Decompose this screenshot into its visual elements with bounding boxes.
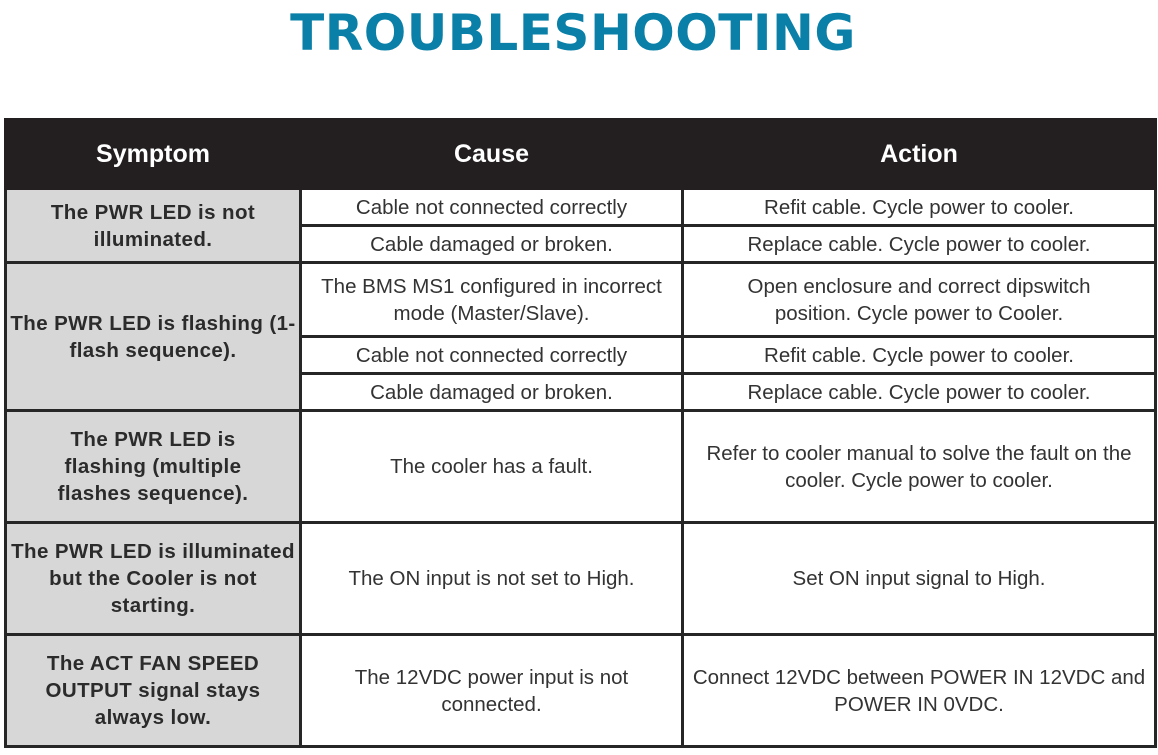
cause-cell: The cooler has a fault. [301, 411, 683, 523]
troubleshooting-table [4, 118, 1157, 748]
cause-cell: Cable not connected correctly [301, 189, 683, 226]
cause-cell: The 12VDC power input is not connected. [301, 635, 683, 747]
table-row [6, 523, 1156, 635]
action-cell: Replace cable. Cycle power to cooler. [683, 374, 1156, 411]
table-row [6, 263, 1156, 337]
cause-cell: Cable damaged or broken. [301, 226, 683, 263]
symptom-cell: The ACT FAN SPEED OUTPUT signal stays always low. [6, 635, 301, 747]
cause-cell: The BMS MS1 configured in incorrect mode (Master/Slave). [301, 263, 683, 337]
action-cell: Open enclosure and correct dipswitch position. Cycle power to Cooler. [683, 263, 1156, 337]
action-cell: Replace cable. Cycle power to cooler. [683, 226, 1156, 263]
symptom-cell: The PWR LED is flashing (multiple flashes sequence). [6, 411, 301, 523]
page-title: TROUBLESHOOTING [290, 4, 856, 62]
symptom-cell: The PWR LED is flashing (1-flash sequence). [6, 263, 301, 411]
symptom-cell: The PWR LED is not illuminated. [6, 189, 301, 263]
action-cell: Refit cable. Cycle power to cooler. [683, 337, 1156, 374]
table-row [6, 635, 1156, 747]
cause-cell: The ON input is not set to High. [301, 523, 683, 635]
table-row [6, 189, 1156, 226]
header-action: Action [683, 120, 1156, 189]
header-symptom: Symptom [6, 120, 301, 189]
action-cell: Refer to cooler manual to solve the fault on the cooler. Cycle power to cooler. [683, 411, 1156, 523]
symptom-cell: The PWR LED is illuminated but the Cooler is not starting. [6, 523, 301, 635]
header-cause: Cause [301, 120, 683, 189]
cause-cell: Cable damaged or broken. [301, 374, 683, 411]
cause-cell: Cable not connected correctly [301, 337, 683, 374]
header-row [6, 120, 1156, 189]
action-cell: Set ON input signal to High. [683, 523, 1156, 635]
action-cell: Refit cable. Cycle power to cooler. [683, 189, 1156, 226]
table-row [6, 411, 1156, 523]
action-cell: Connect 12VDC between POWER IN 12VDC and POWER IN 0VDC. [683, 635, 1156, 747]
